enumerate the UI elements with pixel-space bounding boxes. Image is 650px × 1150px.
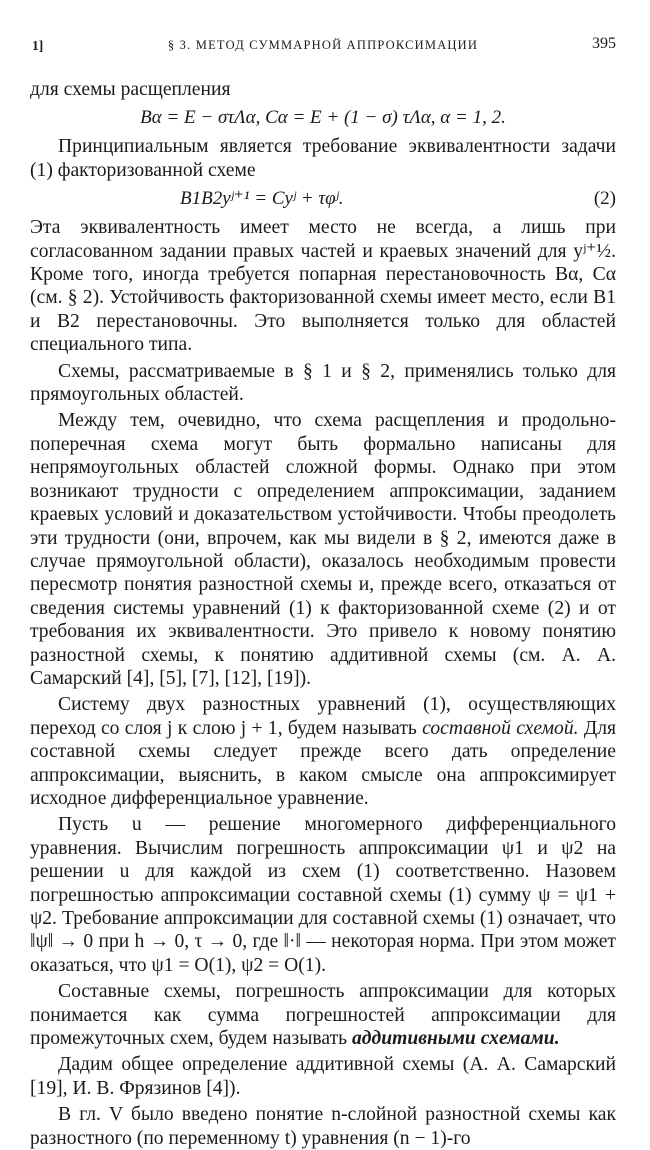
formula-2: B1B2yʲ⁺¹ = Cyʲ + τφʲ. <box>180 188 344 210</box>
paragraph-5-text-b: Для составной схемы следует прежде всего дать определение аппроксимации, выяснить, в каком смысле она аппроксимирует исходное дифференциальное уравнение. <box>30 717 616 809</box>
paragraph-9: В гл. V было введено понятие n-слойной разностной схемы как разностного (по переменному t) уравнения (n − 1)-го <box>30 1104 616 1149</box>
formula-2-number: (2) <box>593 188 616 210</box>
chapter-number: 1] <box>32 38 44 53</box>
page-number: 395 <box>592 35 616 52</box>
paragraph-4: Между тем, очевидно, что схема расщепления и продольно-поперечная схема могут быть формально написаны для непрямоугольных областей сложной формы. Однако при этом возникают трудности с определением аппроксимации, заданием краевых условий и доказательством устойчивости. Чтобы преодолеть эти трудности (они, впрочем, как мы видели в § 2, имеются даже в случае прямоугольной области), оказалось необходимым провести пересмотр понятия разностной схемы и, прежде всего, отказаться от сведения системы уравнений (1) к факторизованной схеме (2) и от требования их эквивалентности. Это привело к новому понятию разностной схемы, к понятию аддитивной схемы (см. А. А. Самарский [4], [5], [7], [12], [19]). <box>30 410 616 689</box>
paragraph-3: Схемы, рассматриваемые в § 1 и § 2, применялись только для прямоугольных областей. <box>30 360 616 406</box>
paragraph-1: Принципиальным является требование эквивалентности задачи (1) факторизованной схеме <box>30 136 616 181</box>
formula-splitting-scheme <box>30 101 616 135</box>
running-header <box>30 30 616 58</box>
main-text <box>30 78 616 1150</box>
section-title: § 3. МЕТОД СУММАРНОЙ АППРОКСИМАЦИИ <box>167 38 479 52</box>
term-composite-scheme: составной схемой. <box>422 717 579 739</box>
paragraph-6: Пусть u — решение многомерного дифференциального уравнения. Вычислим погрешность аппроксимации ψ1 и ψ2 на решении u для каждой из схем (1) соответственно. Назовем погрешностью аппроксимации составной схемы (1) сумму ψ = ψ1 + ψ2. Требование аппроксимации для составной схемы (1) означает, что ‖ψ‖ → 0 при h → 0, τ → 0, где ‖·‖ — некоторая норма. При этом может оказаться, что ψ1 = O(1), ψ2 = O(1). <box>30 814 616 976</box>
formula-1: Bα = E − στΛα, Cα = E + (1 − σ) τΛα, α = 1, 2. <box>140 107 506 129</box>
paragraph-5 <box>30 693 616 810</box>
term-additive-schemes: аддитивными схемами. <box>352 1028 560 1050</box>
paragraph-8: Дадим общее определение аддитивной схемы (А. А. Самарский [19], И. В. Фрязинов [4]). <box>30 1054 616 1099</box>
paragraph-7 <box>30 980 616 1050</box>
formula-factorized-scheme <box>30 182 616 216</box>
intro-line: для схемы расщепления <box>30 79 231 100</box>
paragraph-5-text-a: Систему двух разностных уравнений (1), осуществляющих переход со слоя j к слою j + 1, будем называть <box>30 694 616 739</box>
paragraph-7-text-a: Составные схемы, погрешность аппроксимации для которых понимается как сумма погрешностей аппроксимации для промежуточных схем, будем называть <box>30 981 616 1050</box>
paragraph-2: Эта эквивалентность имеет место не всегда, а лишь при согласованном задании правых частей и краевых значений для yʲ⁺½. Кроме того, иногда требуется попарная перестановочность Bα, Cα (см. § 2). Устойчивость факторизованной схемы имеет место, если B1 и B2 перестановочны. Это выполняется только для областей специального типа. <box>30 217 616 356</box>
